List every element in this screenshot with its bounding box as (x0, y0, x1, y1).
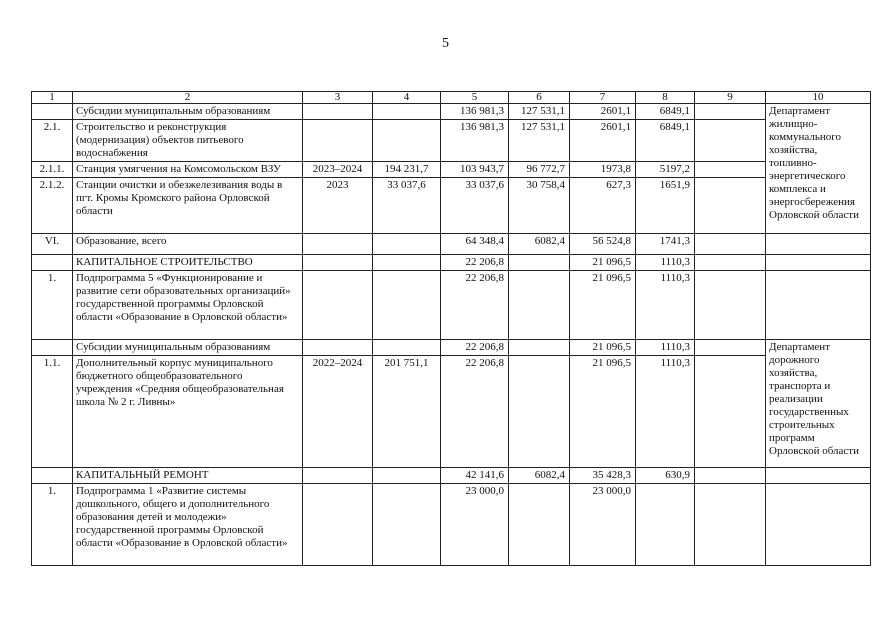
table-row (32, 340, 871, 356)
row-cost (373, 271, 441, 340)
row-col9 (695, 104, 766, 120)
row-code: 1. (32, 484, 73, 566)
table-row (32, 255, 871, 271)
row-total: 103 943,7 (441, 162, 509, 178)
row-regional: 627,3 (570, 178, 636, 234)
table-row (32, 162, 871, 178)
row-col9 (695, 255, 766, 271)
header-cell: 9 (695, 92, 766, 104)
row-cost: 201 751,1 (373, 356, 441, 468)
row-federal (509, 271, 570, 340)
row-regional: 21 096,5 (570, 271, 636, 340)
row-federal (509, 484, 570, 566)
table-row (32, 178, 871, 234)
row-federal: 127 531,1 (509, 104, 570, 120)
row-regional: 21 096,5 (570, 255, 636, 271)
row-local: 1110,3 (636, 356, 695, 468)
table-row (32, 120, 871, 162)
header-cell: 2 (73, 92, 303, 104)
header-cell: 4 (373, 92, 441, 104)
row-period (303, 234, 373, 255)
table-row (32, 271, 871, 340)
row-period: 2023 (303, 178, 373, 234)
row-cost (373, 340, 441, 356)
row-total: 136 981,3 (441, 120, 509, 162)
row-cost: 194 231,7 (373, 162, 441, 178)
table-row (32, 484, 871, 566)
row-total: 22 206,8 (441, 340, 509, 356)
row-regional: 23 000,0 (570, 484, 636, 566)
department-cell: Департамент жилищно-коммунального хозяйства, топливно-энергетического комплекса и энергосбережения Орловской области (766, 104, 871, 234)
table-row (32, 104, 871, 120)
row-federal: 30 758,4 (509, 178, 570, 234)
table-row (32, 234, 871, 255)
row-cost (373, 468, 441, 484)
row-federal (509, 340, 570, 356)
row-local: 5197,2 (636, 162, 695, 178)
table-row (32, 356, 871, 468)
row-local: 630,9 (636, 468, 695, 484)
row-local: 1110,3 (636, 255, 695, 271)
row-name: Подпрограмма 5 «Функционирование и развитие сети образовательных организаций» государственной программы Орловской области «Образование в Орловской области» (73, 271, 303, 340)
row-federal: 96 772,7 (509, 162, 570, 178)
row-name: Строительство и реконструкция (модернизация) объектов питьевого водоснабжения (73, 120, 303, 162)
row-cost (373, 120, 441, 162)
row-cost (373, 234, 441, 255)
header-cell: 8 (636, 92, 695, 104)
row-col10 (766, 484, 871, 566)
row-name: Станции очистки и обезжелезивания воды в пгт. Кромы Кромского района Орловской области (73, 178, 303, 234)
row-local: 1110,3 (636, 340, 695, 356)
row-code (32, 340, 73, 356)
row-period (303, 271, 373, 340)
row-period (303, 104, 373, 120)
header-cell: 1 (32, 92, 73, 104)
row-col9 (695, 234, 766, 255)
row-col9 (695, 178, 766, 234)
row-col9 (695, 120, 766, 162)
row-period: 2022–2024 (303, 356, 373, 468)
row-col9 (695, 162, 766, 178)
row-local (636, 484, 695, 566)
row-federal: 6082,4 (509, 234, 570, 255)
row-federal: 6082,4 (509, 468, 570, 484)
row-col10 (766, 234, 871, 255)
row-local: 6849,1 (636, 104, 695, 120)
row-col10 (766, 271, 871, 340)
row-code: 2.1. (32, 120, 73, 162)
row-name: Образование, всего (73, 234, 303, 255)
row-cost (373, 104, 441, 120)
row-total: 42 141,6 (441, 468, 509, 484)
row-code: VI. (32, 234, 73, 255)
row-cost: 33 037,6 (373, 178, 441, 234)
row-code (32, 468, 73, 484)
row-regional: 1973,8 (570, 162, 636, 178)
row-local: 1651,9 (636, 178, 695, 234)
row-total: 33 037,6 (441, 178, 509, 234)
row-period (303, 484, 373, 566)
row-cost (373, 484, 441, 566)
row-federal: 127 531,1 (509, 120, 570, 162)
row-period (303, 255, 373, 271)
header-cell: 7 (570, 92, 636, 104)
row-name: КАПИТАЛЬНЫЙ РЕМОНТ (73, 468, 303, 484)
row-code (32, 104, 73, 120)
row-period: 2023–2024 (303, 162, 373, 178)
budget-table (31, 91, 871, 566)
row-total: 23 000,0 (441, 484, 509, 566)
row-regional: 35 428,3 (570, 468, 636, 484)
row-code: 1. (32, 271, 73, 340)
row-regional: 56 524,8 (570, 234, 636, 255)
row-col9 (695, 468, 766, 484)
row-local: 6849,1 (636, 120, 695, 162)
row-code: 2.1.1. (32, 162, 73, 178)
row-period (303, 120, 373, 162)
row-name: Дополнительный корпус муниципального бюджетного общеобразовательного учреждения «Средняя общеобразовательная школа № 2 г. Ливны» (73, 356, 303, 468)
row-code (32, 255, 73, 271)
row-local: 1110,3 (636, 271, 695, 340)
row-total: 22 206,8 (441, 255, 509, 271)
row-name: Подпрограмма 1 «Развитие системы дошкольного, общего и дополнительного образования детей и молодежи» государственной программы Орловской области «Образование в Орловской области» (73, 484, 303, 566)
row-regional: 21 096,5 (570, 356, 636, 468)
row-name: Станция умягчения на Комсомольском ВЗУ (73, 162, 303, 178)
row-col10 (766, 468, 871, 484)
table-row (32, 468, 871, 484)
row-col9 (695, 356, 766, 468)
header-cell: 3 (303, 92, 373, 104)
row-total: 22 206,8 (441, 356, 509, 468)
row-regional: 21 096,5 (570, 340, 636, 356)
row-name: КАПИТАЛЬНОЕ СТРОИТЕЛЬСТВО (73, 255, 303, 271)
row-name: Субсидии муниципальным образованиям (73, 340, 303, 356)
header-cell: 6 (509, 92, 570, 104)
row-federal (509, 356, 570, 468)
row-local: 1741,3 (636, 234, 695, 255)
row-col9 (695, 271, 766, 340)
header-cell: 5 (441, 92, 509, 104)
row-col9 (695, 340, 766, 356)
page-number: 5 (442, 36, 449, 51)
row-code: 2.1.2. (32, 178, 73, 234)
row-regional: 2601,1 (570, 104, 636, 120)
row-code: 1.1. (32, 356, 73, 468)
department-cell: Департамент дорожного хозяйства, транспорта и реализации государственных строительных программ Орловской области (766, 340, 871, 468)
row-total: 64 348,4 (441, 234, 509, 255)
row-period (303, 340, 373, 356)
header-cell: 10 (766, 92, 871, 104)
row-name: Субсидии муниципальным образованиям (73, 104, 303, 120)
header-row (32, 92, 871, 104)
row-federal (509, 255, 570, 271)
row-total: 136 981,3 (441, 104, 509, 120)
row-total: 22 206,8 (441, 271, 509, 340)
row-period (303, 468, 373, 484)
row-col10 (766, 255, 871, 271)
row-col9 (695, 484, 766, 566)
row-cost (373, 255, 441, 271)
row-regional: 2601,1 (570, 120, 636, 162)
